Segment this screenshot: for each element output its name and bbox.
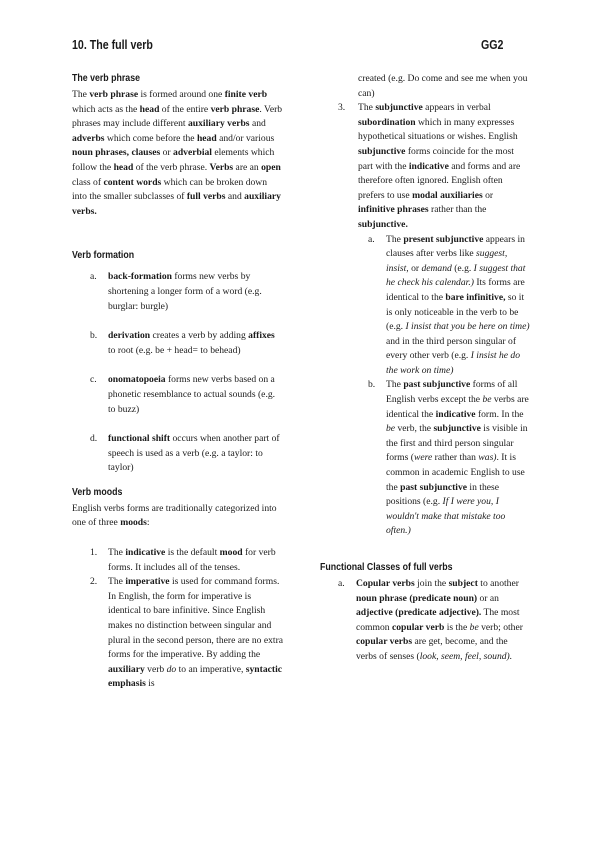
verb-phrase-paragraph bbox=[72, 88, 284, 219]
italic-text: suggest, insist bbox=[386, 248, 508, 274]
bold-term: functional shift bbox=[108, 433, 171, 445]
bold-term: subjunctive. bbox=[358, 218, 408, 230]
list-item bbox=[72, 270, 284, 314]
bold-term: indicative bbox=[125, 547, 166, 559]
text-run: join the bbox=[414, 578, 449, 589]
list-item-text bbox=[108, 373, 284, 417]
text-run: occurs when another part of speech is used as a verb (e.g. a taylor: to taylor) bbox=[108, 433, 280, 474]
list-item-text bbox=[108, 432, 284, 476]
bold-term: past subjunctive bbox=[400, 481, 468, 493]
list-marker: a. bbox=[368, 233, 375, 245]
text-run: to an imperative, bbox=[176, 663, 246, 675]
bold-term: finite verb bbox=[224, 89, 268, 100]
bold-term: bare infinitive, bbox=[445, 291, 506, 303]
heading-verb-formation: Verb formation bbox=[72, 250, 135, 262]
italic-text: I insist he do the work on time) bbox=[386, 350, 521, 376]
text-run: forms new verbs based on a phonetic resemblance to actual sounds (e.g. to buzz) bbox=[108, 374, 276, 415]
bold-term: past subjunctive bbox=[403, 379, 471, 391]
list-marker: c. bbox=[90, 374, 97, 386]
italic-text: be bbox=[482, 394, 492, 406]
text-run: The bbox=[386, 233, 404, 245]
subjunctive-text bbox=[358, 101, 530, 232]
bold-term: derivation bbox=[108, 330, 151, 342]
bold-term: syntactic emphasis bbox=[108, 663, 282, 690]
functional-list bbox=[320, 577, 530, 665]
list-item-text bbox=[108, 546, 284, 575]
text-run: The bbox=[358, 102, 376, 114]
text-run: and in the third person singular of every other verb (e.g. bbox=[386, 335, 517, 362]
list-item-text bbox=[356, 577, 530, 665]
text-run: and bbox=[249, 118, 266, 130]
italic-text: do bbox=[166, 663, 177, 675]
text-run: The most common bbox=[356, 607, 520, 633]
text-run: is the default bbox=[165, 547, 220, 559]
bold-term: copular verb bbox=[391, 621, 445, 633]
bold-term: adverbial bbox=[173, 147, 212, 159]
bold-term: head bbox=[113, 161, 134, 173]
bold-term: full verbs bbox=[186, 191, 226, 203]
text-run: is formed around one bbox=[138, 89, 225, 100]
heading-verb-moods: Verb moods bbox=[72, 486, 123, 498]
text-run: which acts as the bbox=[72, 103, 140, 115]
right-column bbox=[320, 72, 530, 665]
text-run: of the entire bbox=[159, 103, 211, 115]
bold-term: infinitive phrases bbox=[358, 204, 429, 216]
list-item bbox=[72, 373, 284, 417]
italic-text: If I were you, I wouldn't make that mistake too often.) bbox=[386, 496, 506, 537]
list-item bbox=[72, 575, 284, 692]
left-column bbox=[72, 72, 284, 692]
course-code: GG2 bbox=[481, 38, 504, 52]
bold-term: copular verbs bbox=[356, 636, 413, 648]
list-item bbox=[356, 233, 530, 379]
text-run: The bbox=[108, 576, 126, 588]
text-run: verb; other bbox=[478, 621, 523, 633]
text-run: or bbox=[160, 147, 174, 159]
list-marker: d. bbox=[90, 433, 98, 445]
text-run: elements which follow the bbox=[72, 147, 275, 173]
italic-text: was) bbox=[478, 452, 497, 464]
text-run: which come before the bbox=[104, 132, 197, 144]
text-run: appears in clauses after verbs like bbox=[386, 233, 525, 260]
text-run: is bbox=[145, 678, 155, 690]
imperative-continuation bbox=[320, 72, 530, 101]
list-marker: 1. bbox=[90, 547, 98, 559]
text-run: . It is common in academic English to use the bbox=[386, 452, 525, 493]
bold-term: subject bbox=[448, 578, 478, 589]
text-run: appears in verbal bbox=[422, 102, 491, 114]
list-marker: b. bbox=[90, 330, 98, 342]
text-run: or an bbox=[477, 592, 499, 604]
list-marker: 2. bbox=[90, 576, 98, 588]
text-run: created (e.g. Do come and see me when you can) bbox=[358, 73, 528, 99]
text-run: and/or various bbox=[216, 132, 275, 144]
text-run: is visible in the first and third person singular forms ( bbox=[386, 423, 528, 464]
text-run: rather than the bbox=[428, 204, 487, 216]
bold-term: head bbox=[139, 103, 160, 115]
italic-text: be bbox=[386, 423, 396, 435]
list-item-text bbox=[108, 575, 284, 692]
bold-term: adverbs bbox=[72, 132, 105, 144]
text-run: class of bbox=[72, 176, 104, 188]
bold-term: noun phrases, clauses bbox=[72, 147, 161, 159]
bold-term: auxiliary verbs bbox=[187, 118, 250, 130]
bold-term: modal auxiliaries bbox=[412, 189, 483, 201]
list-item bbox=[320, 577, 530, 665]
bold-term: indicative bbox=[435, 408, 476, 420]
list-item-text bbox=[386, 233, 530, 379]
text-run: The bbox=[108, 547, 126, 559]
text-run: Its forms are identical to the bbox=[386, 277, 525, 303]
bold-term: open bbox=[261, 161, 281, 173]
italic-text: I insist that you be here on time) bbox=[405, 321, 530, 333]
text-run: of the verb phrase. bbox=[133, 161, 210, 173]
heading-verb-phrase: The verb phrase bbox=[72, 73, 140, 84]
bold-term: verb phrase bbox=[89, 89, 139, 100]
heading-functional-classes: Functional Classes of full verbs bbox=[320, 562, 453, 573]
text-run: are get, become, and the verbs of senses ( bbox=[356, 636, 508, 662]
text-run: English verbs forms are traditionally categorized into one of three bbox=[72, 502, 277, 529]
text-run: which can be broken down into the smaller subclasses of bbox=[72, 176, 268, 203]
text-run: form. In the bbox=[475, 408, 524, 420]
bold-term: auxiliary bbox=[108, 663, 145, 675]
list-marker: 3. bbox=[338, 102, 346, 114]
text-run: are an bbox=[233, 161, 262, 173]
text-run: creates a verb by adding bbox=[150, 330, 249, 342]
bold-term: content words bbox=[103, 176, 162, 188]
text-run: rather than bbox=[432, 452, 479, 464]
list-item bbox=[72, 329, 284, 358]
text-run: is the bbox=[444, 621, 470, 633]
text-run: forms of all English verbs except the bbox=[386, 379, 518, 406]
bold-term: present subjunctive bbox=[403, 233, 484, 245]
bold-term: onomatopoeia bbox=[108, 374, 166, 386]
text-run: , or bbox=[406, 262, 422, 274]
list-item-text bbox=[108, 270, 284, 314]
text-run: (e.g. bbox=[451, 262, 474, 274]
text-run: The bbox=[386, 379, 404, 391]
text-run: is used for command forms. In English, the form for imperative is identical to bare infinitive. Since English makes no distinction between singular and plural in the second person, there are no extra forms for the imperative. By adding the bbox=[108, 576, 284, 661]
italic-text: be bbox=[469, 621, 479, 633]
italic-text: I suggest that he check his calendar.) bbox=[386, 262, 526, 289]
text-run: and bbox=[225, 191, 245, 203]
bold-term: indicative bbox=[408, 160, 449, 172]
bold-term: adjective (predicate adjective). bbox=[356, 607, 482, 619]
verb-moods-intro bbox=[72, 502, 284, 531]
italic-text: were bbox=[413, 452, 433, 464]
list-marker: b. bbox=[368, 379, 376, 391]
text-run: . Verb phrases may include different bbox=[72, 103, 283, 130]
list-item bbox=[72, 432, 284, 476]
text-run: which in many expresses hypothetical situations or wishes. English bbox=[358, 116, 518, 143]
text-run: and forms and are therefore often ignored. English often prefers to use bbox=[358, 160, 521, 201]
list-marker: a. bbox=[338, 578, 345, 589]
list-marker: a. bbox=[90, 271, 97, 283]
text-run: or bbox=[482, 189, 494, 201]
italic-text: look, seem, feel, sound). bbox=[419, 650, 513, 662]
text-run: The bbox=[72, 89, 90, 100]
bold-term: noun phrase (predicate noun) bbox=[356, 592, 478, 604]
list-item bbox=[72, 546, 284, 575]
bold-term: subjunctive bbox=[433, 423, 481, 435]
italic-text: demand bbox=[421, 262, 452, 274]
chapter-title: 10. The full verb bbox=[72, 38, 153, 52]
bold-term: subjunctive bbox=[375, 102, 423, 114]
text-run: : bbox=[146, 517, 150, 529]
text-run: forms new verbs by shortening a longer form of a word (e.g. burglar: burgle) bbox=[108, 271, 262, 312]
bold-term: Verbs bbox=[209, 161, 234, 173]
bold-term: affixes bbox=[248, 330, 275, 342]
text-run: for verb forms. It includes all of the tenses. bbox=[108, 547, 276, 573]
text-run: in these positions (e.g. bbox=[386, 481, 500, 508]
bold-term: moods bbox=[120, 517, 147, 529]
bold-term: auxiliary verbs. bbox=[72, 191, 281, 217]
text-run: verb bbox=[144, 663, 167, 675]
bold-term: Copular verbs bbox=[356, 578, 415, 589]
text-run: forms coincide for the most part with the bbox=[358, 145, 514, 172]
verb-formation-list bbox=[72, 270, 284, 476]
text-run: to another bbox=[477, 578, 519, 589]
verb-moods-list bbox=[72, 546, 284, 692]
list-item-subjunctive bbox=[320, 101, 530, 539]
list-item-text bbox=[386, 378, 530, 539]
text-run: to root (e.g. be + head= to behead) bbox=[108, 344, 241, 356]
text-run: verbs are identical the bbox=[386, 394, 529, 420]
bold-term: subordination bbox=[358, 116, 416, 128]
bold-term: subjunctive bbox=[358, 145, 406, 157]
list-item-text bbox=[108, 329, 284, 358]
bold-term: imperative bbox=[125, 576, 170, 588]
text-run: so it is only noticeable in the verb to be (e.g. bbox=[386, 291, 525, 333]
list-item bbox=[356, 378, 530, 539]
bold-term: back-formation bbox=[108, 271, 172, 283]
bold-term: verb phrase bbox=[210, 103, 260, 115]
subjunctive-sublist bbox=[356, 233, 530, 539]
bold-term: head bbox=[196, 132, 217, 144]
text-run: verb, the bbox=[395, 423, 434, 435]
bold-term: mood bbox=[219, 547, 243, 559]
